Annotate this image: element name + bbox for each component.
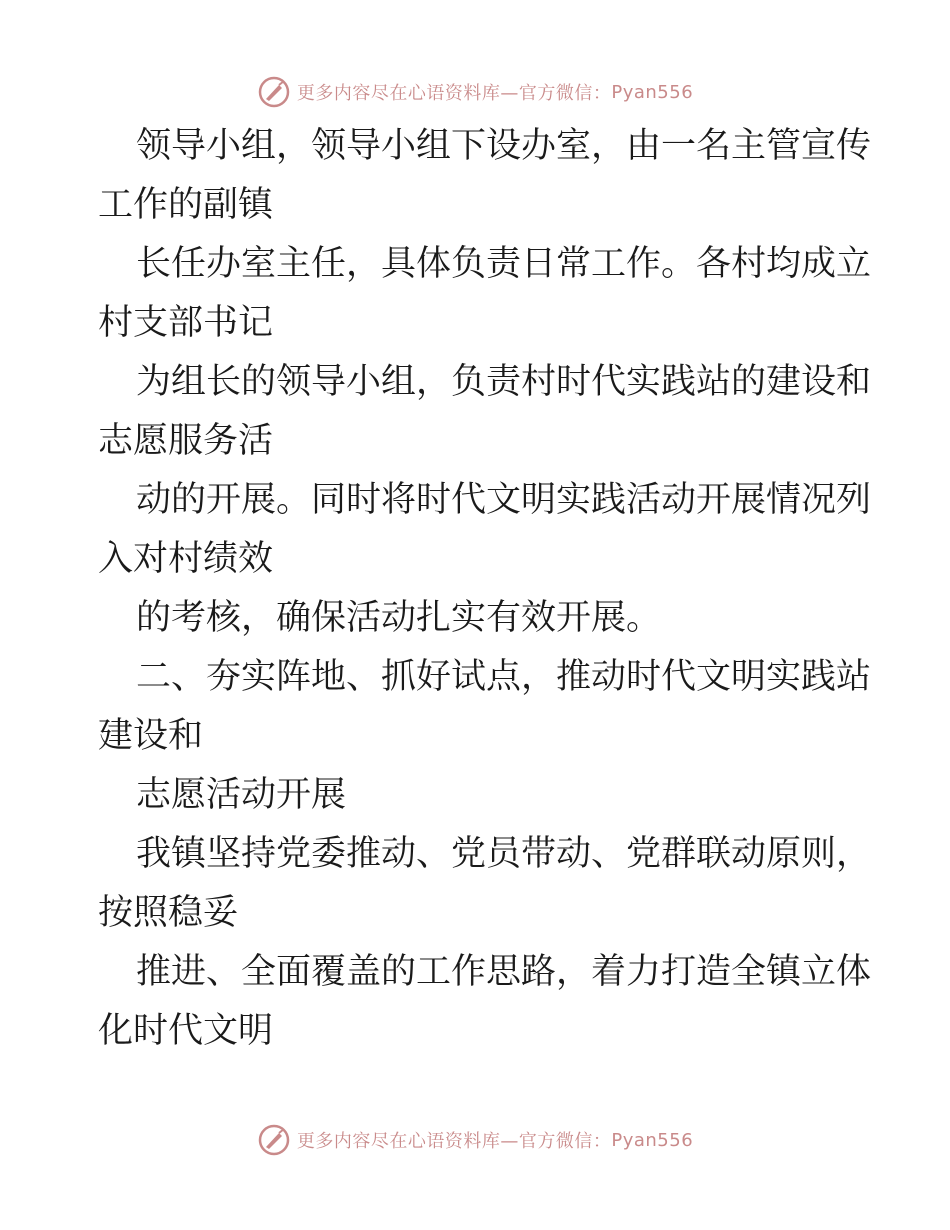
document-body bbox=[98, 117, 872, 1061]
watermark-handle: Pyan556 bbox=[611, 1129, 694, 1151]
paragraph-line: 按照稳妥 bbox=[98, 893, 239, 933]
paragraph-line: 长任办室主任，具体负责日常工作。各村均成立 bbox=[136, 244, 872, 284]
paragraph-line: 化时代文明 bbox=[98, 1011, 274, 1051]
paragraph-line: 领导小组，领导小组下设办室，由一名主管宣传 bbox=[136, 126, 872, 166]
section-heading-line: 二、夯实阵地、抓好试点，推动时代文明实践站 bbox=[136, 657, 872, 697]
paragraph-line: 志愿服务活 bbox=[98, 421, 274, 461]
paragraph-line: 我镇坚持党委推动、党员带动、党群联动原则， bbox=[136, 834, 872, 874]
footer-watermark bbox=[0, 1120, 950, 1160]
paragraph-line: 为组长的领导小组，负责村时代实践站的建设和 bbox=[136, 362, 872, 402]
quill-logo-icon bbox=[257, 1123, 291, 1157]
section-heading-line: 志愿活动开展 bbox=[136, 775, 347, 815]
section-heading-line: 建设和 bbox=[98, 716, 204, 756]
paragraph-line: 动的开展。同时将时代文明实践活动开展情况列 bbox=[136, 480, 872, 520]
watermark-handle: Pyan556 bbox=[611, 81, 694, 103]
paragraph-line: 推进、全面覆盖的工作思路，着力打造全镇立体 bbox=[136, 952, 872, 992]
paragraph-line: 村支部书记 bbox=[98, 303, 274, 343]
paragraph-line: 入对村绩效 bbox=[98, 539, 274, 579]
paragraph-line: 工作的副镇 bbox=[98, 185, 274, 225]
watermark-text: 更多内容尽在心语资料库—官方微信： bbox=[296, 83, 612, 104]
quill-logo-icon bbox=[257, 75, 291, 109]
header-watermark bbox=[0, 72, 950, 112]
watermark-text: 更多内容尽在心语资料库—官方微信： bbox=[296, 1131, 612, 1152]
paragraph-line: 的考核，确保活动扎实有效开展。 bbox=[136, 598, 662, 638]
